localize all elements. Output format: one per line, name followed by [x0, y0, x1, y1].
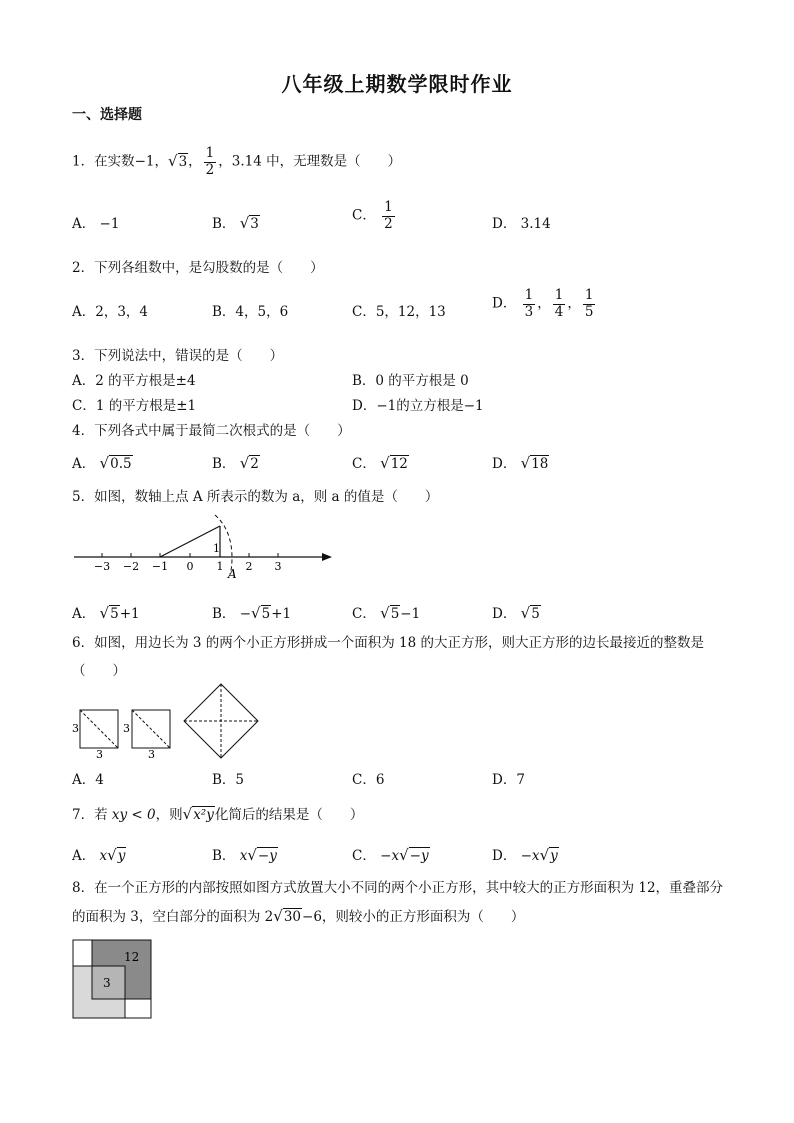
q1-option-c: C． $\frac{1}{2}$	[352, 199, 393, 232]
q7-option-d: D． −x√y	[492, 846, 558, 864]
q5-option-b: B． −√5+1	[212, 604, 292, 622]
q1-text-b: −1，	[134, 153, 168, 170]
question-8-stem: 8．在一个正方形的内部按照如图方式放置大小不同的两个小正方形，其中较大的正方形面积为 12，重叠部分的面积为 3，空白部分的面积为 2√30−6，则较小的正方形面积为（ ）	[72, 874, 732, 931]
q4-option-b: B． √2	[212, 454, 259, 472]
page-title: 八年级上期数学限时作业	[281, 72, 513, 96]
q7-condition: xy < 0	[111, 807, 156, 823]
question-1-stem	[72, 146, 401, 178]
q2-option-d: D． $\frac{1}{3}$ ， $\frac{1}{4}$ ， $\frac{1}{5}$	[492, 287, 594, 320]
q6-option-c: C．6	[352, 772, 385, 788]
q4-option-a: A． √0.5	[72, 454, 132, 472]
point-a-label: A	[228, 567, 237, 581]
q1-option-b: B． √3	[212, 214, 259, 232]
side-label: 3	[96, 748, 103, 761]
q4-option-d: D． √18	[492, 454, 549, 472]
q5-option-a: A． √5+1	[72, 604, 140, 622]
diagonal-1	[80, 710, 118, 748]
side-label: 3	[72, 722, 79, 735]
q4-option-c: C． √12	[352, 454, 408, 472]
question-7-stem: 7．若 xy < 0，则√x²y化简后的结果是（ ）	[72, 805, 364, 823]
squares-figure	[70, 680, 266, 762]
q7-option-c: C． −x√−y	[352, 846, 429, 864]
q1-text-d: ，3.14 中，无理数是（ ）	[218, 153, 402, 170]
q6-option-b: B．5	[212, 772, 245, 788]
large-area-label: 12	[124, 950, 140, 964]
q5-option-c: C． √5−1	[352, 604, 421, 622]
q3-option-c: C．1 的平方根是±1	[72, 398, 197, 414]
q1-option-d: D． 3.14	[492, 216, 551, 232]
leg-label: 1	[213, 542, 220, 555]
question-5-stem: 5．如图，数轴上点 A 所表示的数为 a，则 a 的值是（ ）	[72, 489, 439, 505]
diagonal-2	[132, 710, 170, 748]
q7-option-a: A． x√y	[72, 846, 126, 864]
question-6-stem: 6．如图，用边长为 3 的两个小正方形拼成一个面积为 18 的大正方形，则大正方形的边长最接近的整数是（ ）	[72, 635, 705, 679]
hypotenuse	[160, 526, 220, 557]
tick-label: 0	[186, 560, 194, 573]
overlap-squares-figure	[72, 939, 154, 1021]
tick-label: 3	[274, 560, 282, 573]
q3-option-a: A．2 的平方根是±4	[72, 373, 196, 389]
q2-option-b: B．4，5，6	[212, 304, 289, 320]
tick-label: −1	[151, 560, 169, 573]
q1-text-c: ，	[188, 153, 202, 170]
question-4-stem: 4．下列各式中属于最简二次根式的是（ ）	[72, 423, 351, 439]
q1-sqrt: √3	[168, 151, 188, 170]
question-3-stem: 3．下列说法中，错误的是（ ）	[72, 348, 284, 364]
section-heading: 一、选择题	[72, 107, 142, 123]
q7-option-b: B． x√−y	[212, 846, 277, 864]
number-line-figure	[70, 512, 336, 584]
q6-option-a: A．4	[72, 772, 104, 788]
question-2-stem: 2．下列各组数中，是勾股数的是（ ）	[72, 260, 324, 276]
q6-option-d: D．7	[492, 772, 525, 788]
overlap-area-label: 3	[103, 976, 111, 990]
axis-arrow	[322, 553, 332, 561]
q7-sqrt: √x²y	[182, 805, 214, 823]
q2-option-c: C．5，12，13	[352, 304, 446, 320]
tick-label: −2	[122, 560, 140, 573]
q3-option-d: D．−1的立方根是−1	[352, 398, 484, 414]
q3-option-b: B．0 的平方根是 0	[352, 373, 469, 389]
tick-label: −3	[93, 560, 111, 573]
q1-text-a: 1．在实数	[72, 153, 135, 170]
q5-option-d: D． √5	[492, 604, 540, 622]
q1-option-a: A． −1	[72, 216, 120, 232]
tick-label: 2	[245, 560, 253, 573]
q8-sqrt: √30	[273, 907, 302, 925]
q2-option-a: A．2，3，4	[72, 304, 149, 320]
side-label: 3	[148, 748, 155, 761]
side-label: 3	[123, 722, 130, 735]
tick-label: 1	[216, 560, 224, 573]
q1-fraction: $\frac{1}{2}$	[205, 145, 215, 178]
